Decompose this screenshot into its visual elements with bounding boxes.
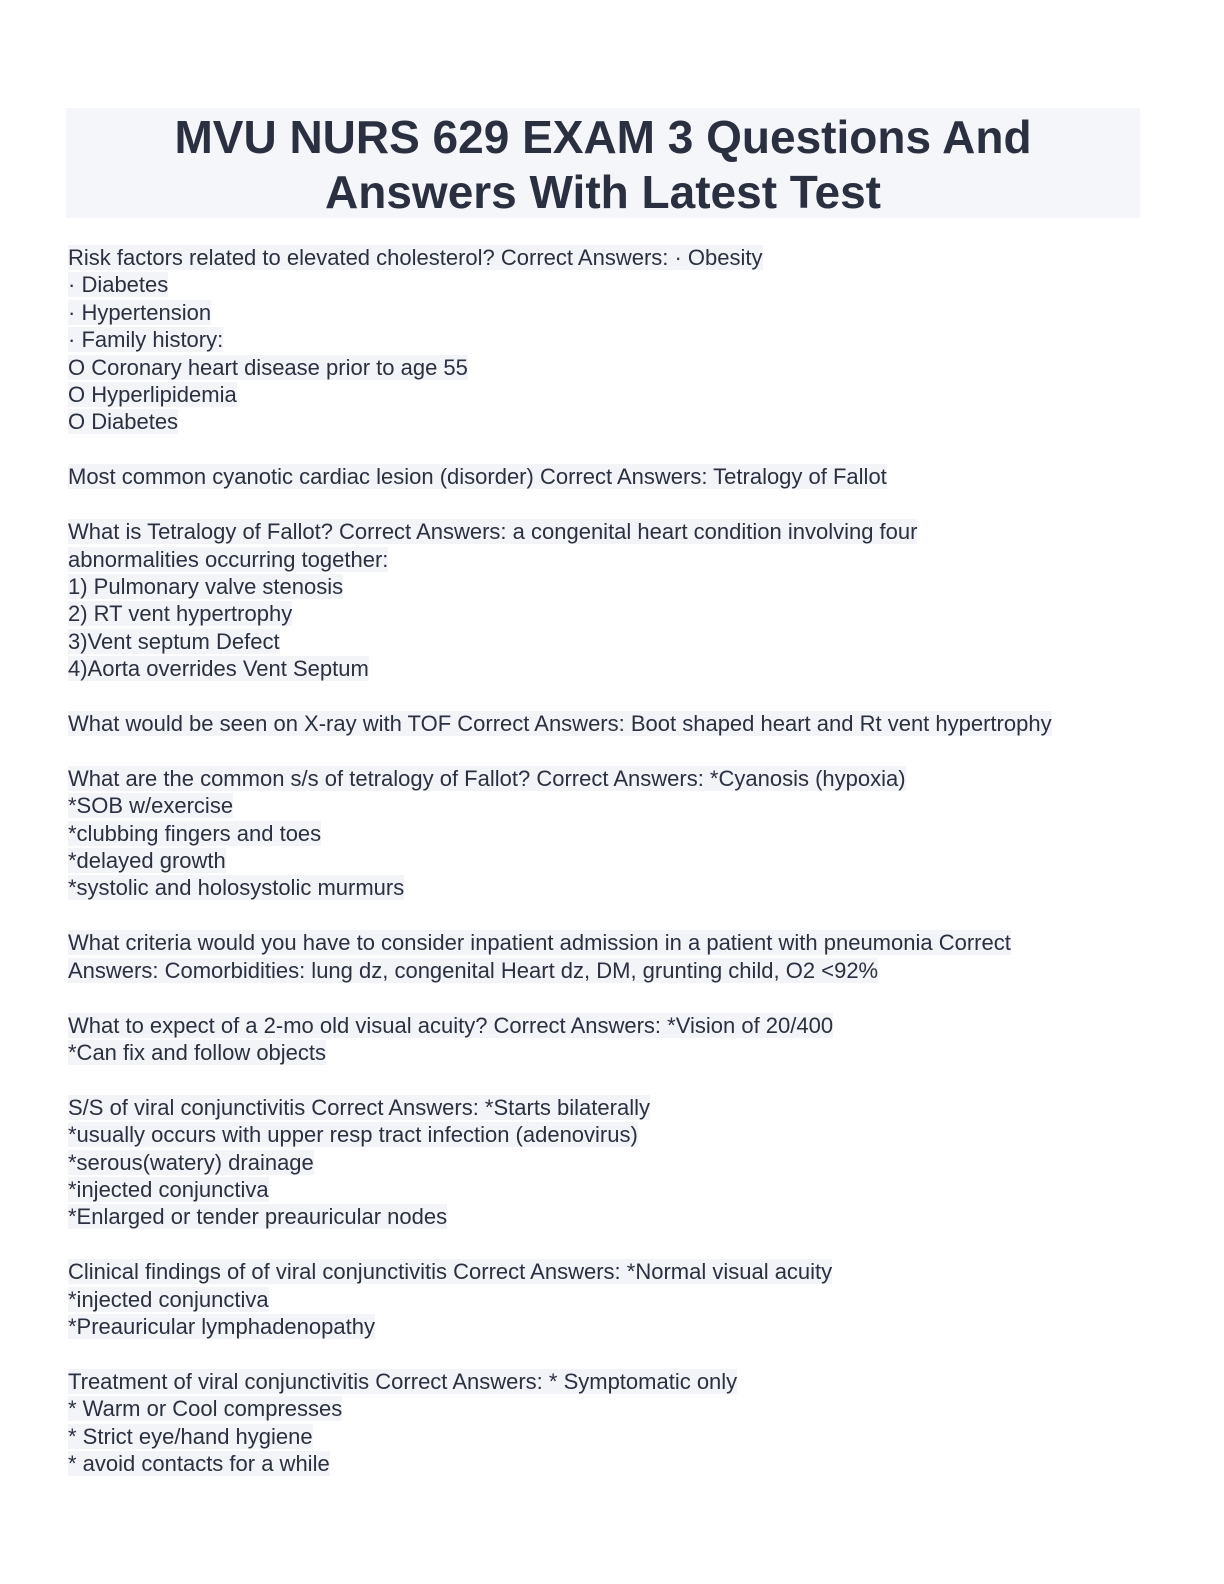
- qa-line: [68, 1258, 1148, 1285]
- qa-line: [68, 655, 1148, 682]
- qa-line: [68, 1450, 1148, 1477]
- qa-line: [68, 573, 1148, 600]
- qa-line: [68, 1149, 1148, 1176]
- qa-line-text: Clinical findings of of viral conjunctivitis Correct Answers: *Normal visual acuity: [68, 1259, 833, 1285]
- qa-line-text: What to expect of a 2-mo old visual acuity? Correct Answers: *Vision of 20/400: [68, 1012, 834, 1038]
- qa-line-text: O Hyperlipidemia: [68, 381, 237, 407]
- qa-item: [68, 1258, 1148, 1340]
- qa-line-text: 2) RT vent hypertrophy: [68, 601, 293, 627]
- qa-line-text: What are the common s/s of tetralogy of Fallot? Correct Answers: *Cyanosis (hypoxia): [68, 765, 906, 791]
- qa-line-text: O Diabetes: [68, 409, 179, 435]
- qa-line: [68, 765, 1148, 792]
- qa-line: [68, 244, 1148, 271]
- qa-line-text: Most common cyanotic cardiac lesion (disorder) Correct Answers: Tetralogy of Fallot: [68, 464, 887, 490]
- qa-line: [68, 874, 1148, 901]
- qa-line: [68, 1012, 1148, 1039]
- qa-line: [68, 546, 1148, 573]
- qa-line-text: * Warm or Cool compresses: [68, 1396, 343, 1422]
- qa-line: [68, 792, 1148, 819]
- qa-line: [68, 1121, 1148, 1148]
- qa-line: [68, 600, 1148, 627]
- qa-line: [68, 463, 1148, 490]
- qa-line: [68, 1176, 1148, 1203]
- qa-line-text: · Family history:: [68, 327, 224, 353]
- qa-line-text: * avoid contacts for a while: [68, 1451, 330, 1477]
- qa-line: [68, 957, 1148, 984]
- qa-line-text: abnormalities occurring together:: [68, 546, 389, 572]
- qa-line: [68, 1094, 1148, 1121]
- qa-line-text: *SOB w/exercise: [68, 793, 234, 819]
- qa-line-text: *serous(watery) drainage: [68, 1149, 314, 1175]
- qa-line: [68, 408, 1148, 435]
- qa-line: [68, 271, 1148, 298]
- qa-line: [68, 1313, 1148, 1340]
- qa-item: [68, 765, 1148, 902]
- qa-line-text: · Hypertension: [68, 299, 212, 325]
- qa-item: [68, 244, 1148, 436]
- qa-item: [68, 518, 1148, 682]
- qa-line-text: O Coronary heart disease prior to age 55: [68, 354, 468, 380]
- qa-line-text: 4)Aorta overrides Vent Septum: [68, 656, 369, 682]
- qa-line-text: Risk factors related to elevated cholesterol? Correct Answers: · Obesity: [68, 245, 763, 270]
- qa-item: [68, 463, 1148, 490]
- qa-item: [68, 1012, 1148, 1067]
- qa-line-text: *Enlarged or tender preauricular nodes: [68, 1204, 448, 1230]
- document-title: [66, 108, 1140, 218]
- qa-line-text: *clubbing fingers and toes: [68, 820, 322, 846]
- qa-line-text: What is Tetralogy of Fallot? Correct Answers: a congenital heart condition involving four: [68, 519, 918, 545]
- qa-line-text: *Can fix and follow objects: [68, 1039, 327, 1065]
- title-line-1: MVU NURS 629 EXAM 3 Questions And: [174, 111, 1032, 163]
- qa-line: [68, 1368, 1148, 1395]
- qa-line: [68, 710, 1148, 737]
- title-line-2: Answers With Latest Test: [325, 166, 881, 218]
- qa-line: [68, 518, 1148, 545]
- qa-line-text: 3)Vent septum Defect: [68, 628, 280, 654]
- qa-line: [68, 1286, 1148, 1313]
- qa-line-text: *systolic and holosystolic murmurs: [68, 875, 405, 901]
- qa-line: [68, 381, 1148, 408]
- qa-line: [68, 820, 1148, 847]
- qa-line-text: *Preauricular lymphadenopathy: [68, 1314, 375, 1340]
- qa-line-text: 1) Pulmonary valve stenosis: [68, 573, 344, 599]
- qa-line: [68, 326, 1148, 353]
- qa-line: [68, 847, 1148, 874]
- qa-line: [68, 1039, 1148, 1066]
- qa-line-text: * Strict eye/hand hygiene: [68, 1423, 313, 1449]
- qa-line: [68, 929, 1148, 956]
- qa-line: [68, 628, 1148, 655]
- qa-item: [68, 929, 1148, 984]
- qa-line-text: S/S of viral conjunctivitis Correct Answers: *Starts bilaterally: [68, 1094, 650, 1120]
- qa-line: [68, 1423, 1148, 1450]
- qa-line-text: *injected conjunctiva: [68, 1286, 269, 1312]
- qa-line-text: Treatment of viral conjunctivitis Correct Answers: * Symptomatic only: [68, 1369, 738, 1394]
- qa-line-text: · Diabetes: [68, 272, 169, 298]
- qa-line-text: *injected conjunctiva: [68, 1177, 269, 1203]
- qa-item: [68, 1368, 1148, 1478]
- qa-line-text: What would be seen on X-ray with TOF Correct Answers: Boot shaped heart and Rt vent hypertrophy: [68, 710, 1052, 736]
- qa-line: [68, 1203, 1148, 1230]
- qa-item: [68, 710, 1148, 737]
- qa-list: [68, 244, 1148, 1505]
- qa-line-text: What criteria would you have to consider inpatient admission in a patient with pneumonia Correct: [68, 930, 1011, 956]
- qa-line: [68, 354, 1148, 381]
- qa-line-text: *usually occurs with upper resp tract infection (adenovirus): [68, 1122, 638, 1148]
- qa-line: [68, 299, 1148, 326]
- qa-item: [68, 1094, 1148, 1231]
- qa-line: [68, 1395, 1148, 1422]
- qa-line-text: *delayed growth: [68, 848, 226, 874]
- qa-line-text: Answers: Comorbidities: lung dz, congenital Heart dz, DM, grunting child, O2 <92%: [68, 957, 879, 983]
